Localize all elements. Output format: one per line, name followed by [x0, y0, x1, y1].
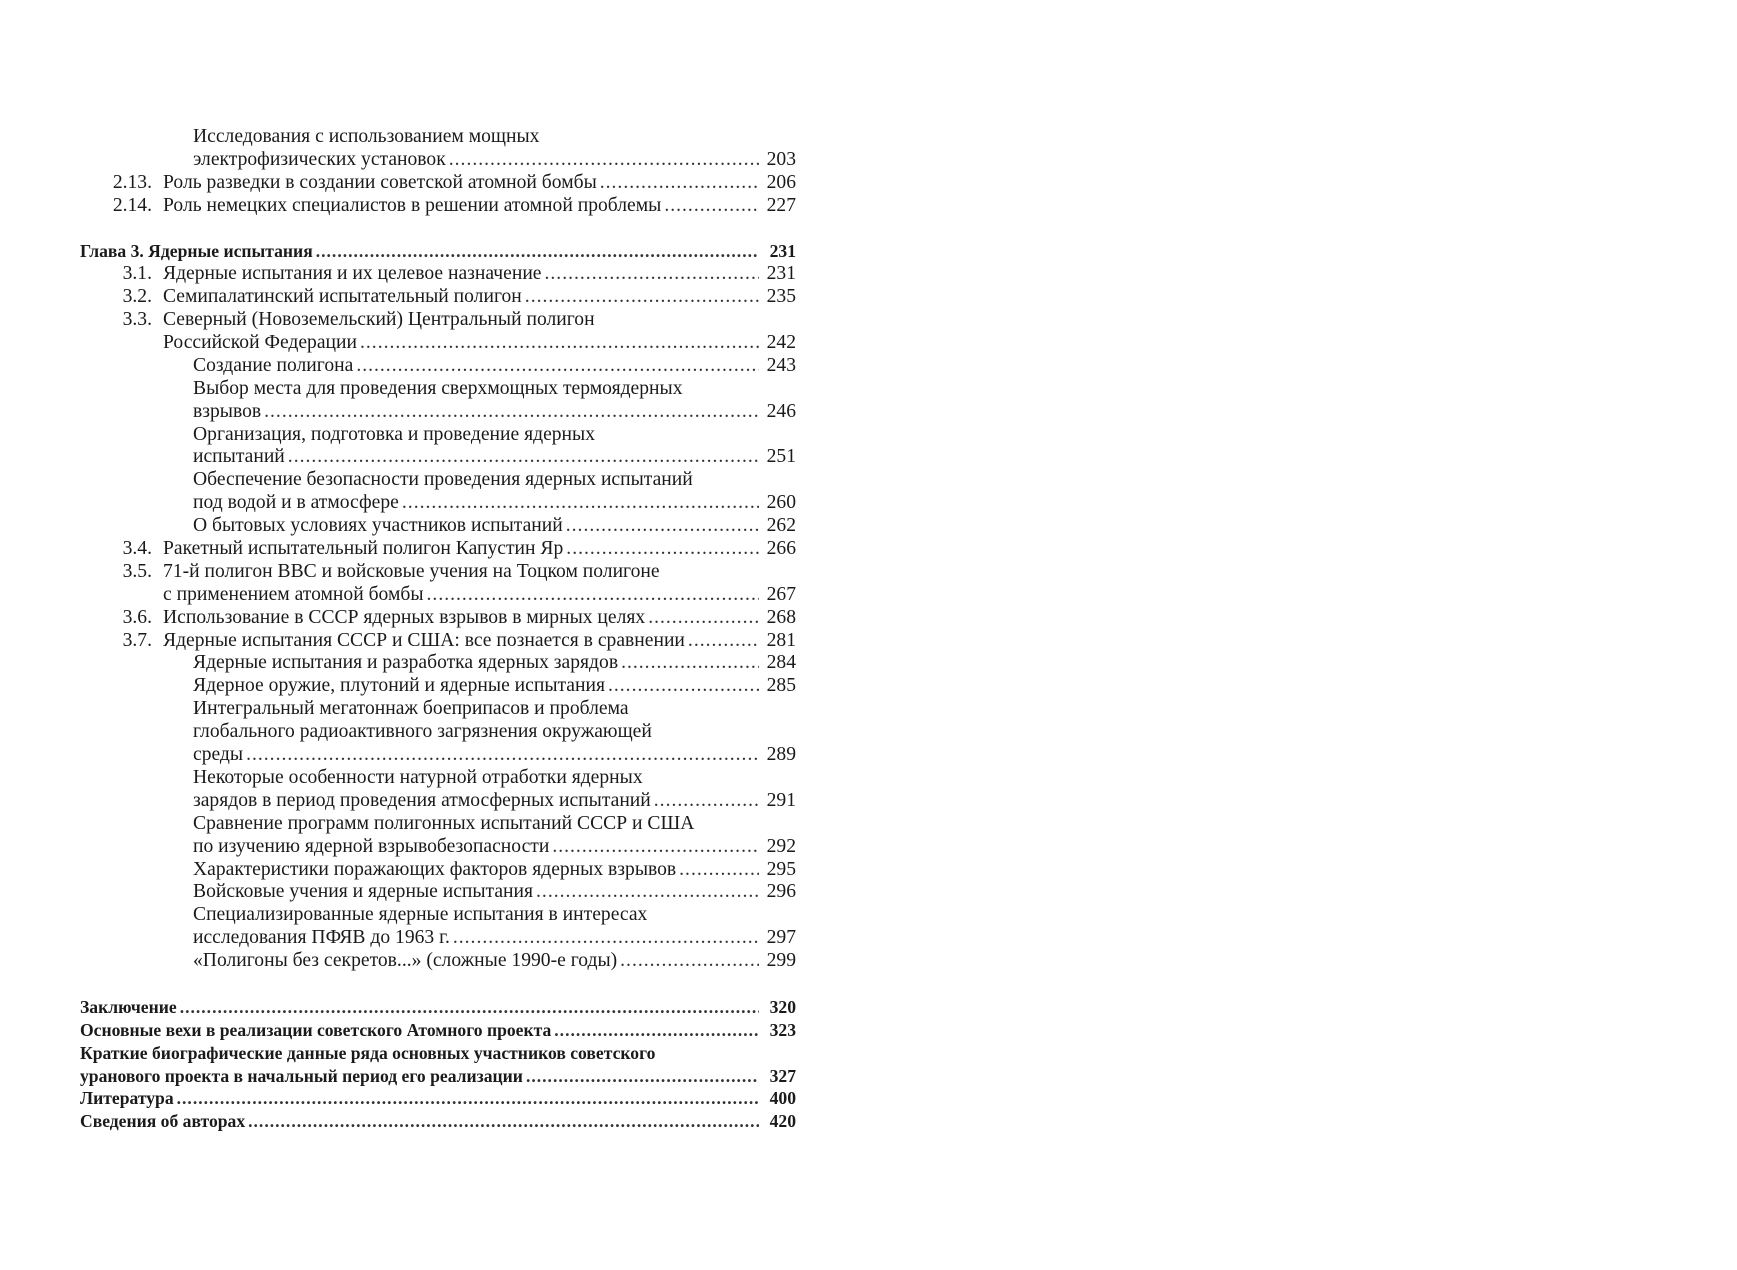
dot-leader [608, 675, 759, 698]
dot-leader [449, 149, 759, 172]
page-number: 203 [766, 148, 796, 170]
dot-leader [566, 538, 759, 561]
toc-entry[interactable] [80, 996, 796, 1019]
dot-leader [545, 263, 760, 286]
entry-title: взрывов [193, 400, 262, 422]
toc-entry[interactable] [80, 1087, 796, 1110]
toc-line [80, 1042, 796, 1065]
entry-title: зарядов в период проведения атмосферных испытаний [193, 789, 651, 811]
entry-title: Семипалатинский испытательный полигон [163, 286, 522, 308]
section-number: 3.7. [122, 629, 152, 651]
entry-title: Краткие биографические данные ряда основных участников советского [80, 1042, 656, 1063]
entry-title: Сведения об авторах [80, 1111, 246, 1132]
toc-line [80, 355, 796, 378]
dot-leader [552, 836, 759, 859]
dot-leader [180, 996, 759, 1019]
toc-entry[interactable] [80, 881, 796, 904]
toc-entry[interactable] [80, 538, 796, 561]
toc-line [80, 538, 796, 561]
toc-line [80, 698, 796, 721]
toc-entry[interactable] [80, 378, 796, 424]
toc-line [80, 996, 796, 1019]
entry-title: под водой и в атмосфере [193, 492, 399, 514]
section-number: 3.6. [122, 606, 152, 628]
toc-line [80, 561, 796, 584]
entry-title: О бытовых условиях участников испытаний [193, 515, 563, 537]
toc-entry[interactable] [80, 309, 796, 355]
toc-entry[interactable] [80, 195, 796, 218]
entry-title: с применением атомной бомбы [163, 583, 424, 605]
dot-leader [526, 1065, 759, 1088]
toc-entry[interactable] [80, 904, 796, 950]
toc-line [80, 652, 796, 675]
toc-line [80, 240, 796, 263]
toc-entry[interactable] [80, 561, 796, 607]
entry-title: 71-й полигон ВВС и войсковые учения на Тоцком полигоне [163, 560, 660, 582]
page-number: 251 [766, 446, 796, 468]
entry-title: Ядерные испытания и их целевое назначение [163, 263, 542, 285]
section-number: 3.2. [122, 286, 152, 308]
entry-title: уранового проекта в начальный период его реализации [80, 1065, 523, 1086]
entry-title: Характеристики поражающих факторов ядерных взрывов [193, 858, 677, 880]
page-number: 260 [766, 492, 796, 514]
toc-entry[interactable] [80, 240, 796, 263]
entry-title: Заключение [80, 996, 177, 1017]
page-number: 246 [766, 400, 796, 422]
toc-line [80, 492, 796, 515]
entry-title: Сравнение программ полигонных испытаний СССР и США [193, 812, 695, 834]
entry-title: глобального радиоактивного загрязнения окружающей [193, 721, 652, 743]
entry-title: Глава 3. Ядерные испытания [80, 241, 313, 262]
toc-entry[interactable] [80, 172, 796, 195]
dot-leader [177, 1087, 759, 1110]
entry-title: Ядерные испытания СССР и США: все познается в сравнении [163, 629, 685, 651]
toc-line [80, 950, 796, 973]
toc-line [80, 1019, 796, 1042]
entry-title: Использование в СССР ядерных взрывов в мирных целях [163, 606, 646, 628]
entry-title: Организация, подготовка и проведение ядерных [193, 423, 596, 445]
toc-entry[interactable] [80, 652, 796, 675]
toc-entry[interactable] [80, 355, 796, 378]
toc-line [80, 1110, 796, 1133]
toc-line [80, 836, 796, 859]
dot-leader [246, 744, 759, 767]
toc-line [80, 424, 796, 447]
page-number: 285 [766, 675, 796, 697]
entry-title: среды [193, 744, 244, 766]
toc-entry[interactable] [80, 950, 796, 973]
toc-entry[interactable] [80, 286, 796, 309]
dot-leader [427, 584, 759, 607]
dot-leader [566, 515, 759, 538]
page-number: 284 [766, 652, 796, 674]
dot-leader [525, 286, 759, 309]
toc-entry[interactable] [80, 515, 796, 538]
section-spacer [80, 973, 796, 996]
toc-entry[interactable] [80, 1019, 796, 1042]
entry-title: исследования ПФЯВ до 1963 г. [193, 927, 450, 949]
toc-entry[interactable] [80, 424, 796, 470]
entry-title: Роль немецких специалистов в решении атомной проблемы [163, 194, 662, 216]
dot-leader [402, 492, 759, 515]
page-number: 227 [766, 194, 796, 216]
entry-title: Исследования с использованием мощных [193, 126, 540, 147]
dot-leader [554, 1019, 759, 1042]
page-number: 323 [769, 1019, 796, 1040]
toc-line [80, 790, 796, 813]
dot-leader [316, 240, 759, 263]
dot-leader [248, 1110, 759, 1133]
toc-line [80, 286, 796, 309]
toc-line [80, 904, 796, 927]
entry-title: испытаний [193, 446, 285, 468]
page-number: 296 [766, 881, 796, 903]
page-number: 292 [766, 835, 796, 857]
entry-title: Интегральный мегатоннаж боеприпасов и проблема [193, 698, 629, 720]
toc-line [80, 927, 796, 950]
toc-entry[interactable] [80, 469, 796, 515]
toc-line [80, 515, 796, 538]
entry-title: «Полигоны без секретов...» (сложные 1990-е годы) [193, 950, 618, 972]
page-number: 420 [769, 1111, 796, 1132]
dot-leader [620, 950, 759, 973]
dot-leader [664, 195, 759, 218]
toc-line [80, 149, 796, 172]
toc-entry[interactable] [80, 630, 796, 653]
toc-entry[interactable] [80, 813, 796, 859]
page-number: 281 [766, 629, 796, 651]
dot-leader [356, 355, 759, 378]
toc-line [80, 813, 796, 836]
page-number: 400 [769, 1088, 796, 1109]
toc-entry[interactable] [80, 859, 796, 882]
toc-entry[interactable] [80, 607, 796, 630]
page-number: 231 [769, 241, 796, 262]
entry-title: Некоторые особенности натурной отработки ядерных [193, 766, 643, 788]
dot-leader [536, 881, 759, 904]
section-number: 2.13. [112, 171, 152, 193]
dot-leader [288, 446, 759, 469]
toc-line [80, 309, 796, 332]
entry-title: Российской Федерации [163, 332, 357, 354]
page-number: 295 [766, 858, 796, 880]
page-number: 268 [766, 606, 796, 628]
section-number: 3.1. [122, 263, 152, 285]
table-of-contents [80, 126, 796, 1133]
page-number: 242 [766, 332, 796, 354]
toc-entry[interactable] [80, 263, 796, 286]
entry-title: Ядерное оружие, плутоний и ядерные испытания [193, 675, 605, 697]
entry-title: по изучению ядерной взрывобезопасности [193, 835, 550, 857]
toc-line [80, 744, 796, 767]
toc-line [80, 172, 796, 195]
toc-entry[interactable] [80, 767, 796, 813]
page-number: 291 [766, 789, 796, 811]
entry-title: Роль разведки в создании советской атомной бомбы [163, 171, 597, 193]
toc-entry[interactable] [80, 675, 796, 698]
section-number: 3.5. [122, 560, 152, 582]
entry-title: Ядерные испытания и разработка ядерных зарядов [193, 652, 619, 674]
entry-title: Северный (Новоземельский) Центральный полигон [163, 309, 595, 331]
toc-line [80, 881, 796, 904]
toc-line [80, 721, 796, 744]
dot-leader [360, 332, 759, 355]
toc-line [80, 126, 796, 149]
page-number: 266 [766, 538, 796, 560]
toc-line [80, 607, 796, 630]
page-number: 267 [766, 583, 796, 605]
page-number: 206 [766, 171, 796, 193]
toc-line [80, 332, 796, 355]
toc-line [80, 1087, 796, 1110]
dot-leader [654, 790, 759, 813]
page-number: 231 [766, 263, 796, 285]
entry-title: Войсковые учения и ядерные испытания [193, 881, 534, 903]
section-number: 2.14. [112, 194, 152, 216]
entry-title: Специализированные ядерные испытания в интересах [193, 904, 648, 926]
entry-title: Обеспечение безопасности проведения ядерных испытаний [193, 469, 693, 491]
section-number: 3.3. [122, 309, 152, 331]
toc-entry[interactable] [80, 698, 796, 767]
page-number: 289 [766, 744, 796, 766]
dot-leader [264, 401, 759, 424]
toc-line [80, 446, 796, 469]
entry-title: электрофизических установок [193, 148, 446, 170]
dot-leader [621, 652, 759, 675]
dot-leader [648, 607, 759, 630]
page-number: 299 [766, 950, 796, 972]
page-number: 320 [769, 996, 796, 1017]
dot-leader [688, 630, 759, 653]
dot-leader [679, 859, 759, 882]
section-number: 3.4. [122, 538, 152, 560]
toc-line [80, 401, 796, 424]
page-number: 297 [766, 927, 796, 949]
toc-entry[interactable] [80, 1110, 796, 1133]
toc-line [80, 263, 796, 286]
entry-title: Основные вехи в реализации советского Атомного проекта [80, 1019, 552, 1040]
toc-line [80, 195, 796, 218]
page-number: 262 [766, 515, 796, 537]
dot-leader [453, 927, 759, 950]
toc-line [80, 675, 796, 698]
toc-line [80, 469, 796, 492]
toc-line [80, 1065, 796, 1088]
toc-line [80, 378, 796, 401]
toc-line [80, 859, 796, 882]
page-number: 243 [766, 354, 796, 376]
toc-entry[interactable] [80, 1042, 796, 1088]
toc-entry[interactable] [80, 126, 796, 172]
page-number: 235 [766, 286, 796, 308]
toc-line [80, 767, 796, 790]
entry-title: Выбор места для проведения сверхмощных термоядерных [193, 377, 683, 399]
section-spacer [80, 218, 796, 241]
dot-leader [600, 172, 759, 195]
entry-title: Ракетный испытательный полигон Капустин Яр [163, 538, 564, 560]
toc-line [80, 630, 796, 653]
page-number: 327 [769, 1065, 796, 1086]
toc-line [80, 584, 796, 607]
entry-title: Литература [80, 1088, 174, 1109]
entry-title: Создание полигона [193, 354, 354, 376]
